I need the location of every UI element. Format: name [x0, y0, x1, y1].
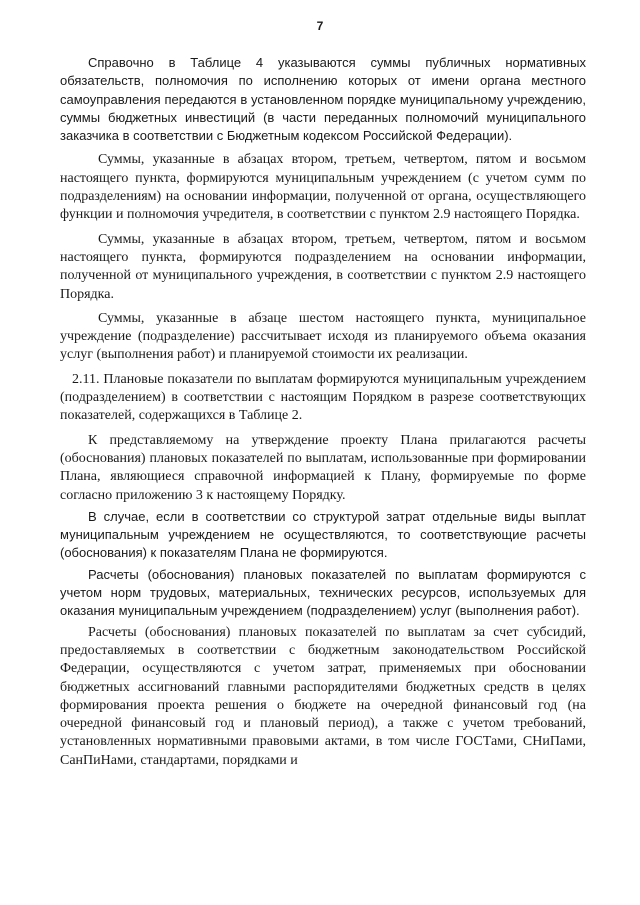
- paragraph-section-2-11: 2.11. Плановые показатели по выплатам формируются муниципальным учреждением (подразделением) в соответствии с настоящим Порядком в разрезе соответствующих показателей, содержащихся в Таблице 2.: [60, 371, 586, 424]
- paragraph-calculations-attached: К представляемому на утверждение проекту Плана прилагаются расчеты (обоснования) плановых показателей по выплатам, использованные при формировании Плана, являющиеся справочной информацией к Плану, формируемые по форме согласно приложению 3 к настоящему Порядку.: [60, 432, 586, 503]
- document-body: [60, 54, 586, 776]
- paragraph-sums-subdivision: Суммы, указанные в абзацах втором, третьем, четвертом, пятом и восьмом настоящего пункта, формируются подразделением на основании информации, полученной от муниципального учреждения, в соответствии с пунктом 2.9 настоящего Порядка.: [60, 231, 586, 302]
- paragraph-reference-table4: Справочно в Таблице 4 указываются суммы публичных нормативных обязательств, полномочия по исполнению которых от имени органа местного самоуправления передаются в установленном порядке муниципальному учреждению, суммы бюджетных инвестиций (в части переданных полномочий муниципального заказчика в соответствии с Бюджетным кодексом Российской Федерации).: [60, 55, 586, 144]
- paragraph-sums-institution: Суммы, указанные в абзацах втором, третьем, четвертом, пятом и восьмом настоящего пункта, формируются муниципальным учреждением (с учетом сумм по подразделениям) на основании информации, полученной от органа, осуществляющего функции и полномочия учредителя, в соответствии с пунктом 2.9 настоящего Порядка.: [60, 152, 586, 223]
- paragraph-calculations-norms: Расчеты (обоснования) плановых показателей по выплатам формируются с учетом норм трудовых, материальных, технических ресурсов, используемых для оказания муниципальным учреждением (подразделением) услуг (выполнения работ).: [60, 566, 586, 619]
- page-number: 7: [316, 19, 324, 33]
- paragraph-no-payments-case: В случае, если в соответствии со структурой затрат отдельные виды выплат муниципальным учреждением не осуществляются, то соответствующие расчеты (обоснования) к показателям Плана не формируются.: [60, 508, 586, 561]
- paragraph-calculations-subsidies: Расчеты (обоснования) плановых показателей по выплатам за счет субсидий, предоставляемых в соответствии с бюджетным законодательством Российской Федерации, осуществляются с учетом затрат, применяемых при обосновании бюджетных ассигнований главными распорядителями бюджетных средств в целях формирования проекта решения о бюджете на очередной финансовый год (на очередной финансовый год и плановый период), а также с учетом требований, установленных нормативными правовыми актами, в том числе ГОСТами, СНиПами, СанПиНами, стандартами, порядками и: [60, 624, 586, 768]
- paragraph-sums-sixth: Суммы, указанные в абзаце шестом настоящего пункта, муниципальное учреждение (подразделение) рассчитывает исходя из планируемого объема оказания услуг (выполнения работ) и планируемой стоимости их реализации.: [60, 310, 586, 363]
